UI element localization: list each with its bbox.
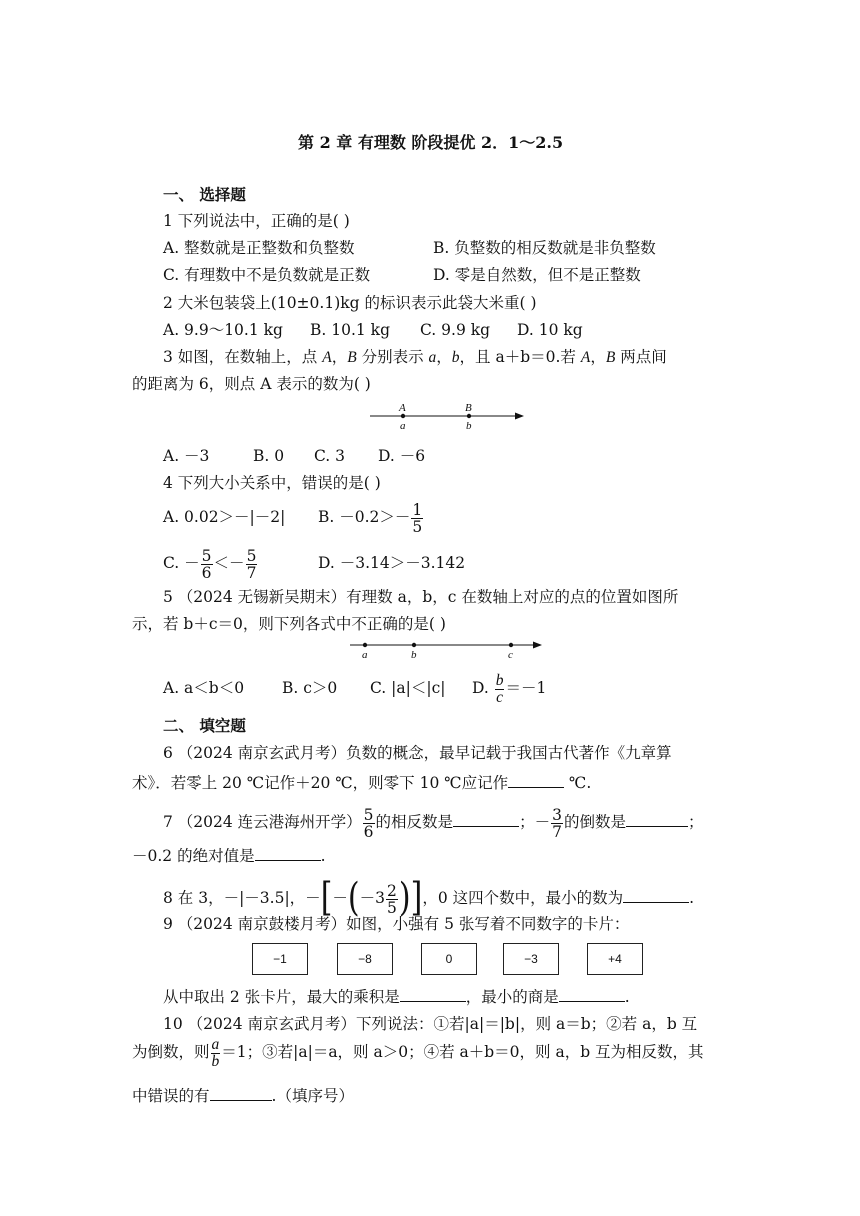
- q1-option-d: D. 零是自然数，但不是正整数: [433, 266, 641, 284]
- q3-text: 两点间: [615, 348, 667, 366]
- q1-stem: 1 下列说法中，正确的是( ): [163, 212, 350, 230]
- numerator: b: [495, 671, 504, 689]
- numerator: 5: [201, 546, 212, 565]
- q10-stem-line1: 10 （2024 南京玄武月考）下列说法：①若|a|＝|b|，则 a＝b；②若 a，b 互: [163, 1015, 698, 1033]
- numerator: 5: [363, 805, 374, 824]
- q4-option-c-text: C. －: [163, 554, 200, 572]
- denominator: c: [496, 688, 504, 706]
- q4-option-c: [163, 543, 258, 583]
- q3-point-b: B: [605, 349, 616, 366]
- q3-text: 3 如图，在数轴上，点: [163, 348, 323, 366]
- fraction: [201, 548, 213, 581]
- q3-text: 分别表示: [356, 348, 429, 366]
- q2-option-b: B. 10.1 kg: [310, 321, 390, 339]
- answer-blank[interactable]: [623, 887, 689, 903]
- q3-option-c: C. 3: [314, 447, 346, 465]
- number-card: −8: [337, 943, 393, 975]
- bracket-right: ]: [410, 875, 423, 922]
- q5-option-d-text: D.: [472, 679, 494, 697]
- value-a-label: a: [400, 420, 406, 432]
- page-title: 第 2 章 有理数 阶段提优 2．1～2.5: [298, 133, 564, 152]
- paren-left: (: [347, 875, 360, 922]
- numerator: 3: [552, 805, 562, 824]
- q7-text: 的倒数是: [563, 813, 626, 831]
- denominator: b: [211, 1052, 220, 1070]
- q8-text: ，0 这四个数中，最小的数为: [422, 889, 624, 907]
- q5-option-b: B. c＞0: [282, 679, 338, 697]
- fraction: [211, 1037, 221, 1070]
- q3-number-line: [368, 400, 528, 434]
- q3-var-a: a: [428, 349, 437, 366]
- point-b-dot: [467, 414, 471, 418]
- fraction: [363, 807, 375, 840]
- q7-text: －0.2 的绝对值是: [132, 847, 255, 865]
- answer-blank[interactable]: [400, 986, 466, 1002]
- q5-option-a: A. a＜b＜0: [163, 679, 245, 697]
- q6-stem-line1: 6 （2024 南京玄武月考）负数的概念，最早记载于我国古代著作《九章算: [163, 744, 672, 762]
- q3-point-b: B: [347, 349, 357, 366]
- point-b-dot: [412, 643, 416, 647]
- point-a-label: a: [362, 649, 368, 661]
- point-a-dot: [401, 414, 405, 418]
- point-c-label: c: [508, 649, 513, 661]
- point-b-label: B: [465, 402, 472, 414]
- q2-option-c: C. 9.9 kg: [420, 321, 491, 339]
- q3-point-a: A: [322, 349, 332, 366]
- q7-text: 7 （2024 连云港海州开学）: [163, 813, 362, 831]
- number-card: 0: [421, 943, 477, 975]
- q3-comma: ，: [331, 348, 348, 366]
- bracket-left: [: [320, 875, 333, 922]
- q3-stem-line1: [163, 347, 667, 368]
- q10-stem-line2: [132, 1032, 704, 1072]
- q4-option-b-text: B. －0.2＞－: [318, 508, 411, 526]
- q4-option-c-text: ＜－: [213, 554, 245, 572]
- q4-option-b: [318, 497, 424, 537]
- q9-text: ，最小的商是: [465, 988, 559, 1006]
- point-a-dot: [363, 643, 367, 647]
- q7-text: .: [320, 847, 326, 865]
- answer-blank[interactable]: [508, 772, 564, 788]
- denominator: 7: [246, 563, 257, 582]
- q5-option-d-text: ＝－1: [505, 679, 547, 697]
- q2-option-a: A. 9.9～10.1 kg: [163, 321, 283, 339]
- q8-mixed-whole: －3: [359, 889, 386, 907]
- fraction: [386, 883, 398, 916]
- q1-option-c: C. 有理数中不是负数就是正数: [163, 266, 371, 284]
- answer-blank[interactable]: [453, 811, 519, 827]
- point-a-label: A: [399, 402, 406, 414]
- q2-option-d: D. 10 kg: [517, 321, 583, 339]
- q6-stem-line2: [132, 772, 591, 793]
- paren-right: ): [398, 875, 411, 922]
- q3-option-b: B. 0: [253, 447, 285, 465]
- number-card: −3: [503, 943, 559, 975]
- fraction: [495, 673, 505, 706]
- q3-option-a: A. －3: [163, 447, 210, 465]
- q5-number-line: [348, 636, 548, 664]
- q7-text: 的相反数是: [375, 813, 454, 831]
- q7-stem-line1: [163, 802, 703, 842]
- q6-unit: ℃.: [564, 774, 592, 792]
- point-b-label: b: [411, 649, 417, 661]
- fraction: [551, 807, 563, 840]
- q3-equation: a＋b＝0.若: [495, 348, 581, 366]
- q3-comma: ，: [590, 348, 606, 366]
- section-heading-choice: 一、 选择题: [163, 185, 246, 204]
- q3-comma: ，: [436, 348, 452, 366]
- value-b-label: b: [466, 420, 472, 432]
- numerator: 5: [246, 546, 257, 565]
- q9-stem-line2: [163, 986, 630, 1007]
- q10-text: 为倒数，则: [132, 1043, 210, 1061]
- q3-stem-line2: 的距离为 6，则点 A 表示的数为( ): [132, 375, 371, 393]
- q10-text: .（填序号）: [271, 1087, 354, 1105]
- q3-var-b: b: [451, 349, 460, 366]
- answer-blank[interactable]: [255, 845, 321, 861]
- arrow-icon: [533, 642, 542, 649]
- q9-stem-line1: 9 （2024 南京鼓楼月考）如图，小强有 5 张写着不同数字的卡片：: [163, 915, 630, 933]
- denominator: 6: [201, 563, 212, 582]
- section-heading-fill: 二、 填空题: [163, 716, 246, 735]
- q2-stem: 2 大米包装袋上(10±0.1)kg 的标识表示此袋大米重( ): [163, 294, 537, 312]
- q1-option-a: A. 整数就是正整数和负整数: [163, 239, 355, 257]
- number-card: +4: [587, 943, 643, 975]
- q3-point-a: A: [580, 349, 591, 366]
- q4-option-a: A. 0.02＞－|－2|: [163, 508, 286, 526]
- fraction: [411, 502, 423, 535]
- q10-stem-line3: [132, 1085, 354, 1106]
- q4-option-d: D. －3.14＞－3.142: [318, 554, 466, 572]
- numerator: a: [211, 1035, 220, 1053]
- q9-text: 从中取出 2 张卡片，最大的乘积是: [163, 988, 400, 1006]
- q7-stem-line2: [132, 845, 326, 866]
- answer-blank[interactable]: [559, 986, 625, 1002]
- q5-option-c: C. |a|＜|c|: [370, 679, 446, 697]
- q9-text: .: [624, 988, 630, 1006]
- number-card: −1: [252, 943, 308, 975]
- q5-option-d: [472, 668, 546, 708]
- q7-text: ；－: [519, 813, 551, 831]
- q10-text: 中错误的有: [132, 1087, 210, 1105]
- q3-text: ，且: [459, 348, 496, 366]
- q1-option-b: B. 负整数的相反数就是非负整数: [433, 239, 656, 257]
- arrow-icon: [515, 413, 524, 420]
- q10-text: ＝1；③若|a|＝a，则 a＞0；④若 a＋b＝0，则 a，b 互为相反数，其: [221, 1043, 704, 1061]
- denominator: 5: [387, 898, 397, 917]
- q5-stem-line2: 示，若 b＋c＝0，则下列各式中不正确的是( ): [132, 615, 446, 633]
- q8-text: 8 在 3，－|－3.5|，－: [163, 889, 321, 907]
- q8-text: .: [689, 889, 695, 907]
- q3-option-d: D. －6: [378, 447, 426, 465]
- q6-text: 术》．若零上 20 ℃记作＋20 ℃，则零下 10 ℃应记作: [132, 774, 509, 792]
- denominator: 7: [552, 822, 562, 841]
- q8-text: －: [332, 889, 348, 907]
- numerator: 2: [387, 881, 397, 900]
- q7-text: ；: [687, 813, 704, 831]
- point-c-dot: [509, 643, 513, 647]
- fraction: [246, 548, 258, 581]
- numerator: 1: [412, 500, 423, 519]
- denominator: 6: [363, 822, 374, 841]
- q4-stem: 4 下列大小关系中，错误的是( ): [163, 474, 381, 492]
- answer-blank[interactable]: [210, 1085, 272, 1101]
- denominator: 5: [412, 517, 423, 536]
- answer-blank[interactable]: [626, 811, 688, 827]
- q5-stem-line1: 5 （2024 无锡新吴期末）有理数 a，b，c 在数轴上对应的点的位置如图所: [163, 588, 679, 606]
